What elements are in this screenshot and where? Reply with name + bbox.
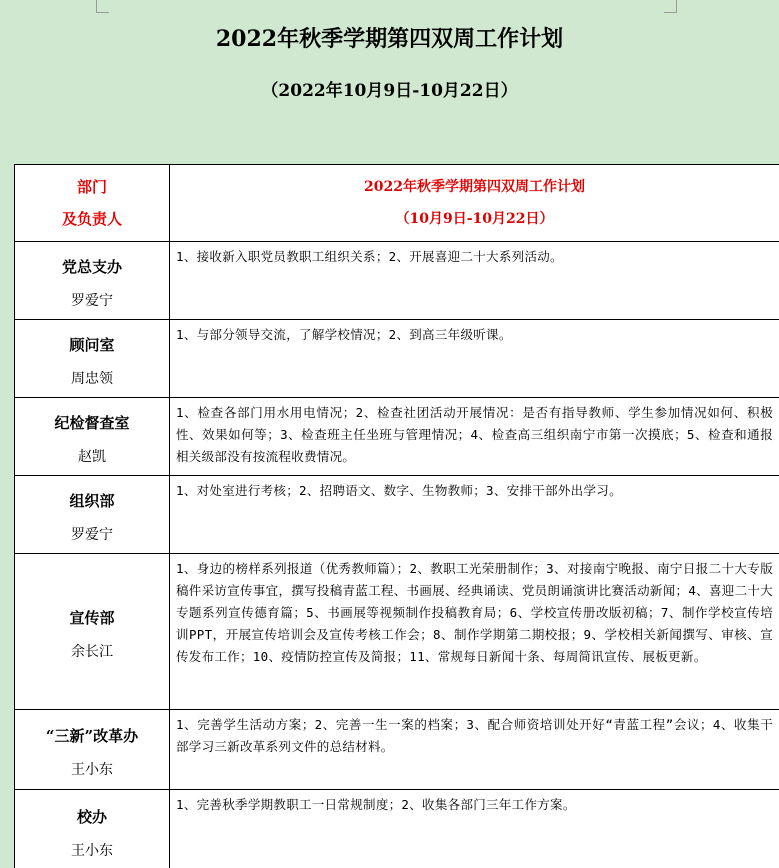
dept-name: 校办 — [76, 807, 107, 826]
document-subtitle: （2022年10月9日-10月22日） — [261, 81, 518, 101]
dept-cell — [15, 710, 170, 790]
header-dept-cell — [15, 165, 170, 242]
work-text: 1、身边的榜样系列报道（优秀教师篇）；2、教职工光荣册制作；3、对接南宁晚报、南宁日报二十大专版稿件采访宣传事宜，撰写投稿青蓝工程、书画展、经典诵读、党员朗诵演讲比赛活动新闻；4、喜迎二十大专题系列宣传德育篇；5、书画展等视频制作投稿教育局；6、学校宣传册改版初稿；7、制作学校宣传培训PPT，开展宣传培训会及宣传考核工作会；8、制作学期第二期校报；9、学校相关新闻撰写、审核、宣传发布工作；10、疫情防控宣传及简报；11、常规每日新闻十条、每周简讯宣传、展板更新。 — [176, 561, 773, 664]
work-cell — [170, 554, 779, 710]
work-cell — [170, 398, 779, 476]
table-header-row — [15, 165, 779, 242]
work-text: 1、完善秋季学期教职工一日常规制度；2、收集各部门三年工作方案。 — [176, 797, 576, 812]
work-text: 1、完善学生活动方案；2、完善一生一案的档案；3、配合师资培训处开好“青蓝工程”会议；4、收集干部学习三新改革系列文件的总结材料。 — [176, 717, 773, 754]
header-plan-dates: （10月9日-10月22日） — [395, 211, 554, 227]
table-row — [15, 476, 779, 554]
dept-person: 罗爱宁 — [71, 526, 113, 543]
table-row — [15, 320, 779, 398]
table-row — [15, 242, 779, 320]
dept-name: 纪检督查室 — [54, 413, 130, 432]
work-text: 1、对处室进行考核；2、招聘语文、数字、生物教师；3、安排干部外出学习。 — [176, 483, 622, 498]
table-row — [15, 790, 779, 868]
dept-cell — [15, 242, 170, 320]
header-plan-cell — [170, 165, 779, 242]
page-corner-mark-right — [664, 0, 677, 13]
header-owner-label: 及负责人 — [61, 210, 122, 228]
work-text: 1、检查各部门用水用电情况；2、检查社团活动开展情况：是否有指导教师、学生参加情况如何、积极性、效果如何等；3、检查班主任坐班与管理情况；4、检查高三组织南宁市第一次摸底；5、检查和通报相关级部没有按流程收费情况。 — [176, 405, 773, 464]
header-dept-label: 部门 — [76, 178, 107, 196]
dept-cell — [15, 320, 170, 398]
work-cell — [170, 790, 779, 868]
dept-person: 王小东 — [71, 842, 113, 859]
dept-person: 王小东 — [71, 761, 113, 778]
dept-name: 顾问室 — [69, 335, 115, 354]
work-plan-table — [14, 164, 779, 868]
table-row — [15, 554, 779, 710]
page-corner-mark-left — [96, 0, 109, 13]
work-cell — [170, 710, 779, 790]
dept-person: 赵凯 — [78, 448, 106, 465]
table-row — [15, 398, 779, 476]
work-cell — [170, 320, 779, 398]
work-text: 1、接收新入职党员教职工组织关系；2、开展喜迎二十大系列活动。 — [176, 249, 563, 264]
table-row — [15, 710, 779, 790]
dept-person: 罗爱宁 — [71, 292, 113, 309]
dept-cell — [15, 554, 170, 710]
dept-name: 党总支办 — [61, 257, 122, 276]
work-text: 1、与部分领导交流，了解学校情况；2、到高三年级听课。 — [176, 327, 512, 342]
dept-cell — [15, 398, 170, 476]
dept-person: 余长江 — [71, 643, 113, 660]
work-cell — [170, 242, 779, 320]
header-plan-title: 2022年秋季学期第四双周工作计划 — [364, 179, 585, 195]
document-title: 2022年秋季学期第四双周工作计划 — [215, 26, 564, 52]
dept-cell — [15, 790, 170, 868]
dept-name: 组织部 — [69, 491, 115, 510]
dept-person: 周忠领 — [71, 370, 113, 387]
dept-cell — [15, 476, 170, 554]
work-cell — [170, 476, 779, 554]
dept-name: 宣传部 — [69, 608, 115, 627]
dept-name: “三新”改革办 — [45, 726, 139, 745]
